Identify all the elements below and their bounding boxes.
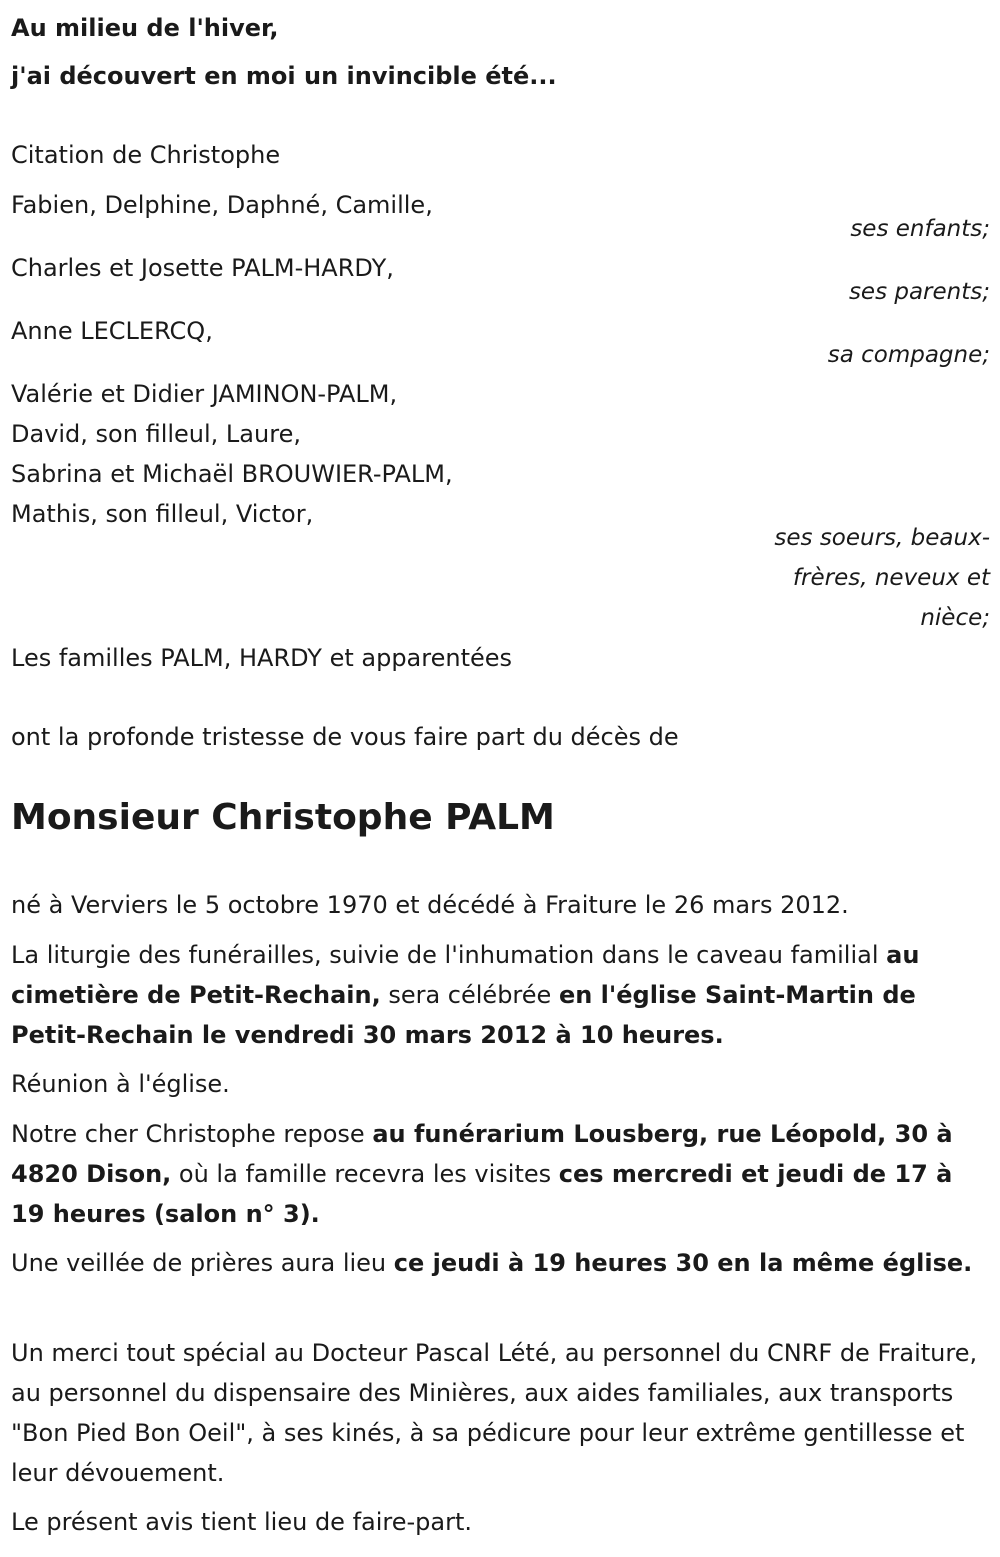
siblings-role-line-2: frères, neveux et xyxy=(792,565,990,591)
epigraph-line-1: Au milieu de l'hiver, xyxy=(11,14,279,42)
epigraph-line-2: j'ai découvert en moi un invincible été... xyxy=(11,62,557,90)
funeral-text-2: sera célébrée xyxy=(380,981,559,1009)
repose-text-1: Notre cher Christophe repose xyxy=(11,1120,373,1148)
siblings-line-2: David, son filleul, Laure, xyxy=(11,420,301,448)
extended-families: Les familles PALM, HARDY et apparentées xyxy=(11,644,513,672)
vigil-details xyxy=(11,1243,991,1283)
parents-role: ses parents; xyxy=(848,279,990,305)
vigil-time: ce jeudi à 19 heures 30 en la même église. xyxy=(393,1249,973,1277)
deceased-name: Monsieur Christophe PALM xyxy=(11,797,555,838)
siblings-line-4: Mathis, son filleul, Victor, xyxy=(11,500,314,528)
repose-details xyxy=(11,1114,991,1234)
children-names: Fabien, Delphine, Daphné, Camille, xyxy=(11,191,433,219)
announcement: ont la profonde tristesse de vous faire part du décès de xyxy=(11,723,679,751)
closing-note: Le présent avis tient lieu de faire-part. xyxy=(11,1508,473,1536)
funeral-home: au funérarium Lousberg, rue Léopold, 30 à 4820 Dison, xyxy=(11,1120,953,1188)
acknowledgements: Un merci tout spécial au Docteur Pascal Lété, au personnel du CNRF de Fraiture, au personnel du dispensaire des Minières, aux aides familiales, aux transports "Bon Pied Bon Oeil", à ses kinés, à sa pédicure pour leur extrême gentillesse et leur dévouement. xyxy=(11,1339,978,1487)
siblings-line-1: Valérie et Didier JAMINON-PALM, xyxy=(11,380,398,408)
repose-text-2: où la famille recevra les visites xyxy=(171,1160,559,1188)
siblings-role-line-1: ses soeurs, beaux- xyxy=(774,525,990,551)
church-date: en l'église Saint-Martin de Petit-Rechain le vendredi 30 mars 2012 à 10 heures. xyxy=(11,981,916,1049)
siblings-role-line-3: nièce; xyxy=(920,605,990,631)
partner-names: Anne LECLERCQ, xyxy=(11,317,213,345)
partner-role: sa compagne; xyxy=(827,342,990,368)
citation-attribution: Citation de Christophe xyxy=(11,141,281,169)
vigil-text: Une veillée de prières aura lieu xyxy=(11,1249,394,1277)
funeral-details xyxy=(11,935,991,1055)
children-role: ses enfants; xyxy=(850,216,990,242)
cemetery: au cimetière de Petit-Rechain, xyxy=(11,941,920,1009)
siblings-line-3: Sabrina et Michaël BROUWIER-PALM, xyxy=(11,460,453,488)
visiting-hours: ces mercredi et jeudi de 17 à 19 heures (salon n° 3). xyxy=(11,1160,953,1228)
birth-death-dates: né à Verviers le 5 octobre 1970 et décédé à Fraiture le 26 mars 2012. xyxy=(11,891,849,919)
funeral-text-1: La liturgie des funérailles, suivie de l'inhumation dans le caveau familial xyxy=(11,941,887,969)
meeting-note: Réunion à l'église. xyxy=(11,1070,230,1098)
parents-names: Charles et Josette PALM-HARDY, xyxy=(11,254,394,282)
